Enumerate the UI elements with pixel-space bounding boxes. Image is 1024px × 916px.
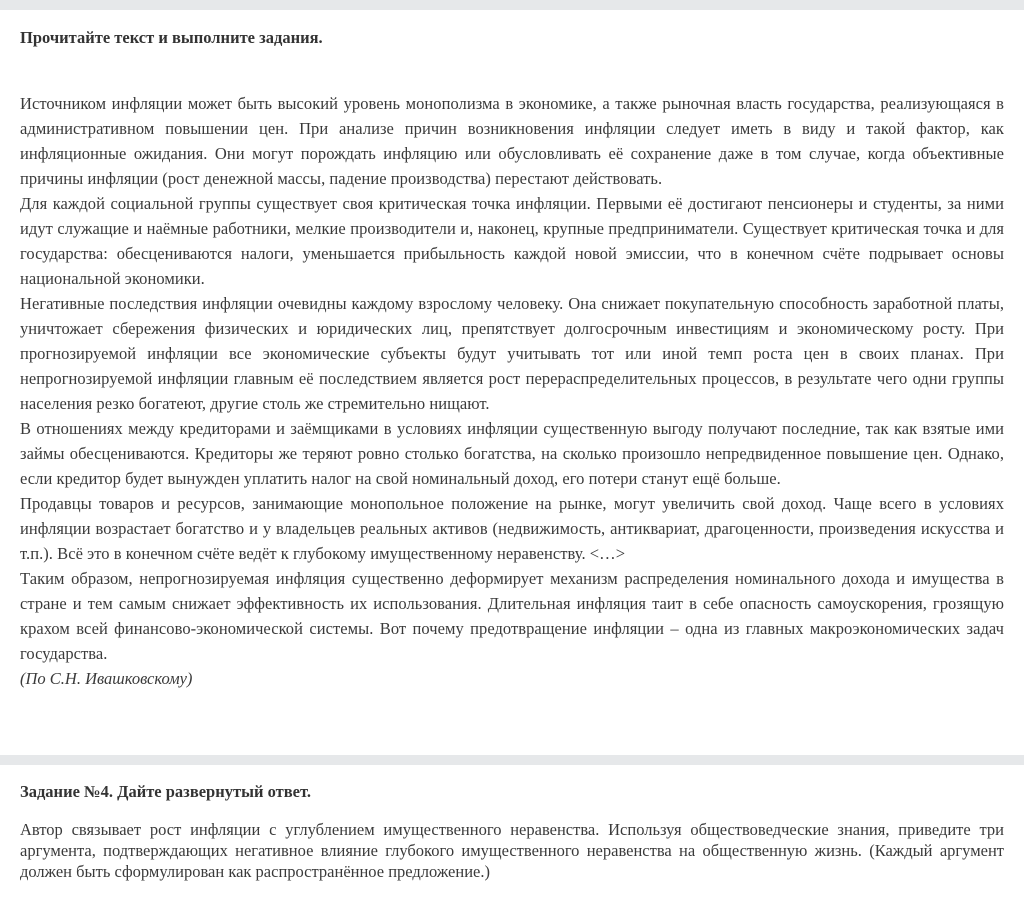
reading-instruction-heading: Прочитайте текст и выполните задания.	[20, 28, 323, 47]
text-paragraph-4: В отношениях между кредиторами и заёмщиками в условиях инфляции существенную выгоду получают последние, так как взятые ими займы обесцениваются. Кредиторы же теряют ровно столько богатства, на сколько произошло непредвиденное повышение цен. Однако, если кредитор будет вынужден уплатить налог на свой номинальный доход, его потери станут ещё больше.	[20, 419, 1004, 488]
task-section	[20, 781, 1004, 882]
reading-section	[20, 27, 1004, 691]
task-question-text: Автор связывает рост инфляции с углублением имущественного неравенства. Используя обществоведческие знания, приведите три аргумента, подтверждающих негативное влияние глубокого имущественного неравенства на общественную жизнь. (Каждый аргумент должен быть сформулирован как распространённое предложение.)	[20, 820, 1004, 881]
text-paragraph-6: Таким образом, непрогнозируемая инфляция существенно деформирует механизм распределения номинального дохода и имущества в стране и тем самым снижает эффективность их использования. Длительная инфляция таит в себе опасность самоускорения, грозящую крахом всей финансово-экономической системы. Вот почему предотвращение инфляции – одна из главных макроэкономических задач государства.	[20, 569, 1004, 663]
text-paragraph-1: Источником инфляции может быть высокий уровень монополизма в экономике, а также рыночная власть государства, реализующаяся в административном повышении цен. При анализе причин возникновения инфляции следует иметь в виду и такой фактор, как инфляционные ожидания. Они могут порождать инфляцию или обусловливать её сохранение даже в том случае, когда объективные причины инфляции (рост денежной массы, падение производства) перестают действовать.	[20, 94, 1004, 188]
section-divider-band	[0, 755, 1024, 765]
top-divider-band	[0, 0, 1024, 10]
text-source-attribution: (По С.Н. Ивашковскому)	[20, 669, 193, 688]
text-paragraph-3: Негативные последствия инфляции очевидны каждому взрослому человеку. Она снижает покупательную способность заработной платы, уничтожает сбережения физических и юридических лиц, препятствует долгосрочным инвестициям и экономическому росту. При прогнозируемой инфляции все экономические субъекты будут учитывать тот или иной темп роста цен в своих планах. При непрогнозируемой инфляции главным её последствием является рост перераспределительных процессов, в результате чего одни группы населения резко богатеют, другие столь же стремительно нищают.	[20, 294, 1004, 413]
text-paragraph-2: Для каждой социальной группы существует своя критическая точка инфляции. Первыми её достигают пенсионеры и студенты, за ними идут служащие и наёмные работники, мелкие производители и, наконец, крупные предприниматели. Существует критическая точка и для государства: обесцениваются налоги, уменьшается прибыльность каждой новой эмиссии, что в конечном счёте подрывает основы национальной экономики.	[20, 194, 1004, 288]
text-paragraph-5: Продавцы товаров и ресурсов, занимающие монопольное положение на рынке, могут увеличить свой доход. Чаще всего в условиях инфляции возрастает богатство и у владельцев реальных активов (недвижимость, антиквариат, драгоценности, произведения искусства и т.п.). Всё это в конечном счёте ведёт к глубокому имущественному неравенству. <…>	[20, 494, 1004, 563]
reading-text	[20, 91, 1004, 691]
task-heading: Задание №4. Дайте развернутый ответ.	[20, 782, 311, 801]
